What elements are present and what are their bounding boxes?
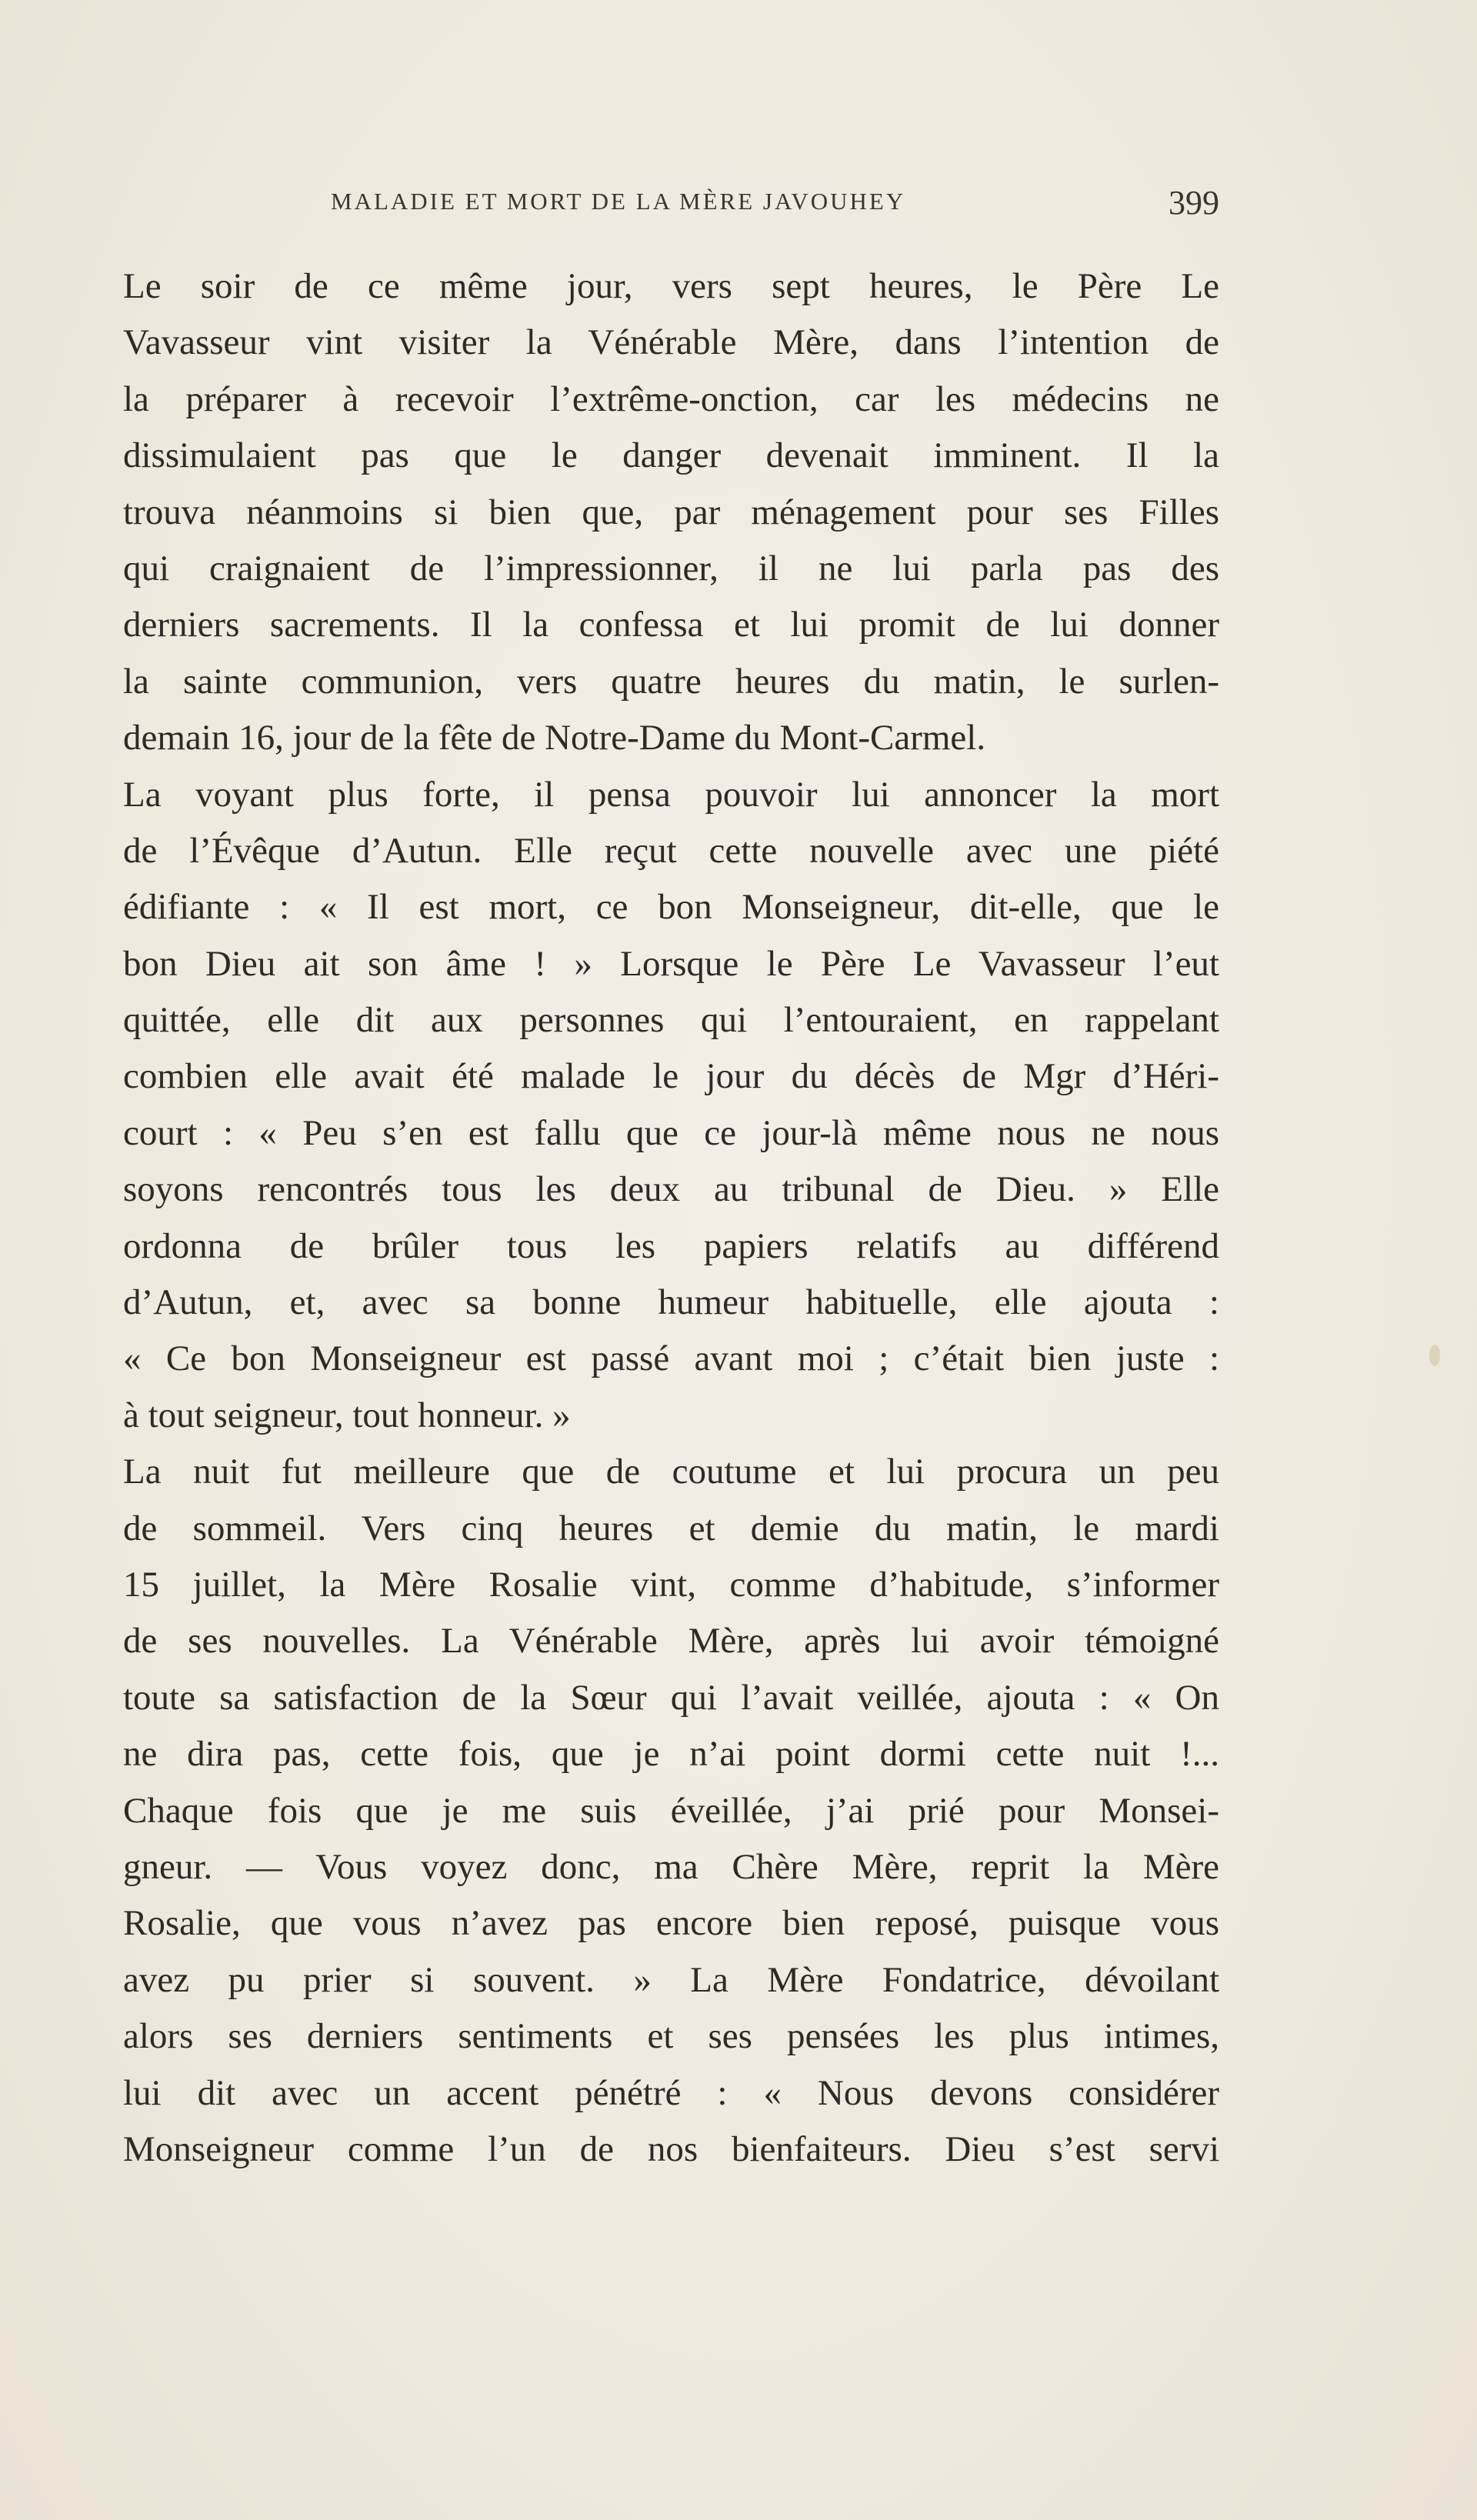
text-line: d’Autun, et, avec sa bonne humeur habituelle, elle ajouta : xyxy=(123,1282,1219,1323)
text-line: alors ses derniers sentiments et ses pensées les plus intimes, xyxy=(123,2016,1219,2057)
text-line: qui craignaient de l’impressionner, il ne lui parla pas des xyxy=(123,548,1219,588)
text-line: ordonna de brûler tous les papiers relatifs au différend xyxy=(123,1225,1219,1266)
text-line: à tout seigneur, tout honneur. » xyxy=(123,1395,571,1435)
text-line: Monseigneur comme l’un de nos bienfaiteurs. Dieu s’est servi xyxy=(123,2128,1219,2169)
text-line: La voyant plus forte, il pensa pouvoir lui annoncer la mort xyxy=(123,774,1219,815)
text-line: de l’Évêque d’Autun. Elle reçut cette nouvelle avec une piété xyxy=(123,830,1219,871)
text-line: « Ce bon Monseigneur est passé avant moi ; c’était bien juste : xyxy=(123,1338,1219,1379)
page-header xyxy=(123,183,1219,229)
text-line: la sainte communion, vers quatre heures du matin, le surlen- xyxy=(123,661,1219,702)
text-line: dissimulaient pas que le danger devenait imminent. Il la xyxy=(123,435,1219,476)
text-line: avez pu prier si souvent. » La Mère Fondatrice, dévoilant xyxy=(123,1959,1219,2000)
running-head: MALADIE ET MORT DE LA MÈRE JAVOUHEY xyxy=(331,188,906,215)
text-line: quittée, elle dit aux personnes qui l’entouraient, en rappelant xyxy=(123,1000,1219,1041)
body-text xyxy=(123,258,1219,2178)
text-line: trouva néanmoins si bien que, par ménagement pour ses Filles xyxy=(123,492,1219,532)
text-line: Chaque fois que je me suis éveillée, j’ai prié pour Monsei- xyxy=(123,1790,1219,1831)
text-line: La nuit fut meilleure que de coutume et lui procura un peu xyxy=(123,1452,1219,1492)
text-line: court : « Peu s’en est fallu que ce jour-là même nous ne nous xyxy=(123,1112,1219,1153)
text-line: toute sa satisfaction de la Sœur qui l’avait veillée, ajouta : « On xyxy=(123,1677,1219,1718)
text-line: Rosalie, que vous n’avez pas encore bien reposé, puisque vous xyxy=(123,1903,1219,1944)
text-line: ne dira pas, cette fois, que je n’ai point dormi cette nuit !... xyxy=(123,1734,1219,1775)
text-line: combien elle avait été malade le jour du décès de Mgr d’Héri- xyxy=(123,1056,1219,1097)
text-line: Vavasseur vint visiter la Vénérable Mère, dans l’intention de xyxy=(123,322,1219,363)
text-line: soyons rencontrés tous les deux au tribunal de Dieu. » Elle xyxy=(123,1169,1219,1210)
paper-blemish xyxy=(1429,1345,1440,1366)
text-line: derniers sacrements. Il la confessa et lui promit de lui donner xyxy=(123,605,1219,645)
text-line: la préparer à recevoir l’extrême-onction, car les médecins ne xyxy=(123,378,1219,419)
text-line: lui dit avec un accent pénétré : « Nous devons considérer xyxy=(123,2072,1219,2113)
page-number: 399 xyxy=(1169,184,1219,222)
text-line: 15 juillet, la Mère Rosalie vint, comme d’habitude, s’informer xyxy=(123,1564,1219,1605)
text-line: édifiante : « Il est mort, ce bon Monseigneur, dit-elle, que le xyxy=(123,887,1219,928)
text-line: de ses nouvelles. La Vénérable Mère, après lui avoir témoigné xyxy=(123,1621,1219,1662)
text-line: demain 16, jour de la fête de Notre-Dame du Mont-Carmel. xyxy=(123,718,986,758)
text-line: gneur. — Vous voyez donc, ma Chère Mère, reprit la Mère xyxy=(123,1846,1219,1887)
text-line: Le soir de ce même jour, vers sept heures, le Père Le xyxy=(123,266,1219,306)
text-line: de sommeil. Vers cinq heures et demie du matin, le mardi xyxy=(123,1508,1219,1548)
text-line: bon Dieu ait son âme ! » Lorsque le Père Le Vavasseur l’eut xyxy=(123,943,1219,984)
